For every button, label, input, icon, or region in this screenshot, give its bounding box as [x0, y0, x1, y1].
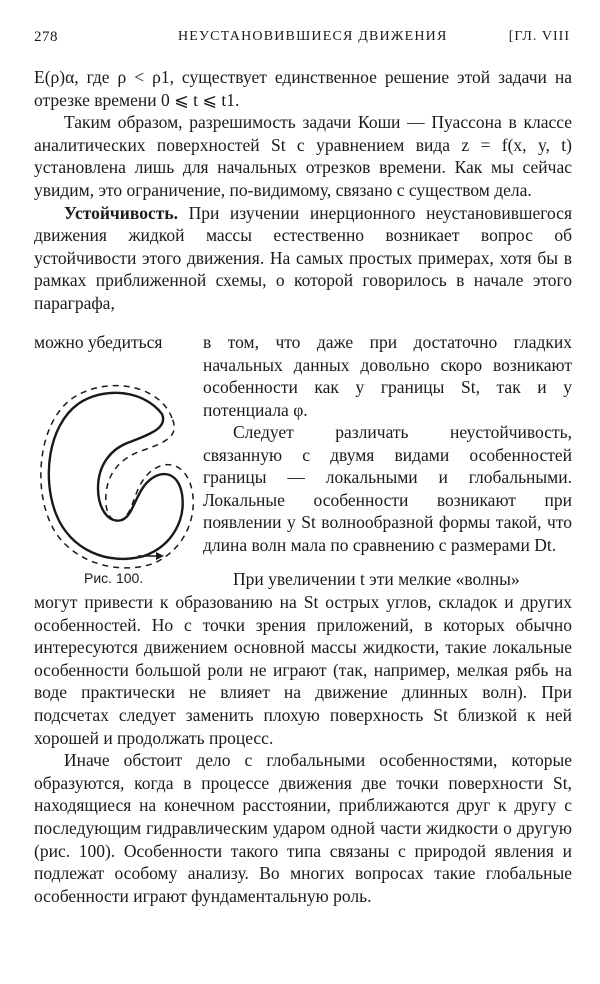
figure-caption: Рис. 100. [84, 570, 144, 586]
paragraph-3: Устойчивость. При изучении инерционного неустановившегося движения жидкой массы естественно возникает вопрос об устойчивости этого движения. На самых простых примерах, хотя бы в рамках приближенной схемы, о которой говорилось в начале этого параграфа, [34, 202, 572, 313]
paragraph-6: Иначе обстоит дело с глобальными особенностями, которые образуются, когда в процессе движения две точки поверхности St, находящиеся на конечном расстоянии, приближаются друг к другу с последующим гидравлическим ударом одной части жидкости о другую (рис. 100). Особенности такого типа связаны с природой явления и подлежат особому анализу. Во многих вопросах такие глобальные особенности играют фундаментальную роль. [34, 750, 572, 906]
chapter-label: [ГЛ. VIII [508, 29, 570, 44]
main-text-bottom [34, 591, 572, 907]
paragraph-4: Следует различать неустойчивость, связанную с двумя видами особенностей границы — локальными и глобальными. Локальные особенности возникают при появлении у St волнообразной формы такой, что длина волн мала по сравнению с размерами Dt. [203, 422, 572, 555]
paragraph-5-continued: могут привести к образованию на St острых углов, складок и других особенностей. Но с точки зрения приложений, в которых обычно интересуются движением основной массы жидкости, такие локальные особенности большой роли не играют (так, например, мелкая рябь на воде практически не влияет на движение длинных волн). При подсчетах следует заменить плохую поверхность St близкой к ней хорошей и продолжать процесс. [34, 592, 572, 748]
main-text-top [34, 66, 572, 315]
running-header [34, 29, 570, 51]
dashed-boundary [41, 386, 193, 568]
paragraph-2: Таким образом, разрешимость задачи Коши — Пуассона в классе аналитических поверхностей St с уравнением вида z = f(x, y, t) установлена лишь для начальных отрезков времени. Как мы сейчас увидим, это ограничение, по-видимому, связано с существом дела. [34, 112, 572, 200]
page-number: 278 [34, 29, 58, 45]
flow-arrow-head [156, 552, 164, 560]
paragraph-1: E(ρ)α, где ρ < ρ1, существует единственное решение этой задачи на отрезке времени 0 ⩽ t ⩽ t1. [34, 67, 572, 110]
paragraph-3-continued: в том, что даже при достаточно гладких начальных данных довольно скоро возникают особенности как у границы St, так и у потенциала φ. [203, 332, 572, 420]
para3-left-fragment: можно убедиться [34, 332, 163, 352]
solid-boundary [49, 393, 183, 559]
section-heading-stability: Устойчивость. [64, 202, 178, 223]
running-title: НЕУСТАНОВИВШИЕСЯ ДВИЖЕНИЯ [178, 29, 448, 44]
figure-drawing [34, 370, 202, 590]
paragraph-5-start: При увеличении t эти мелкие «волны» [233, 569, 520, 589]
figure-100 [34, 370, 202, 590]
